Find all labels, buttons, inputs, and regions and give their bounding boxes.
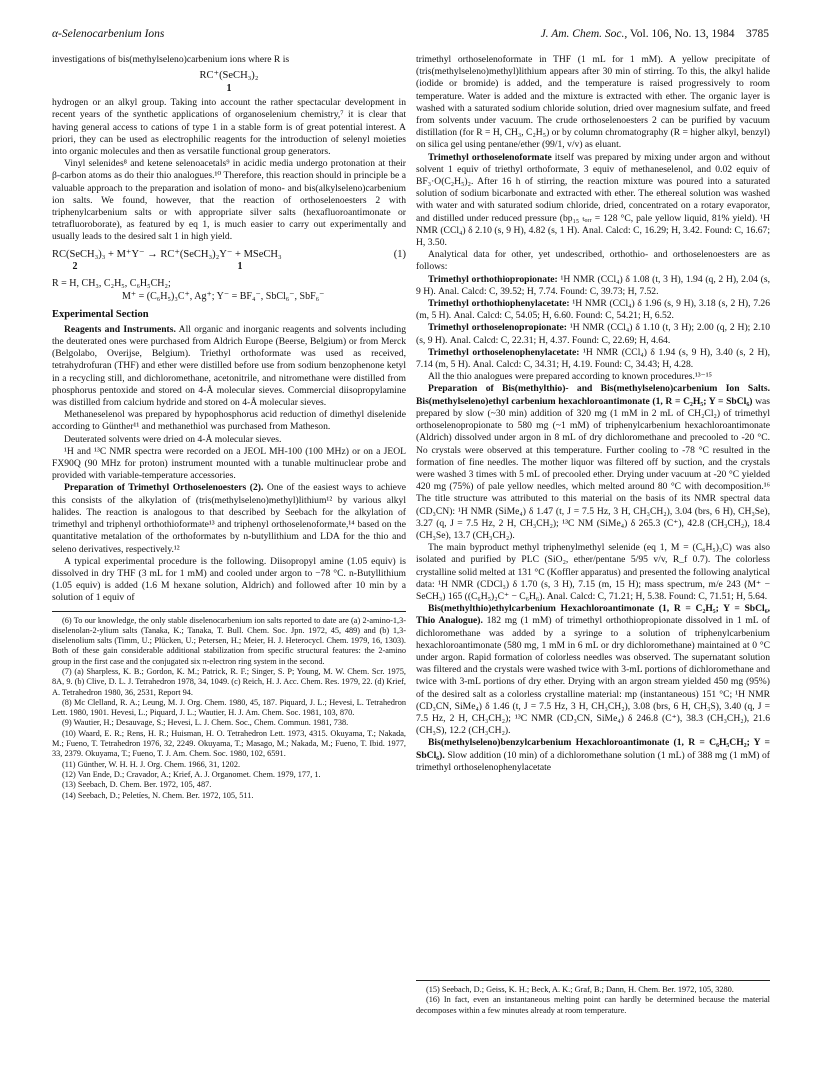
orthoselenoformate-heading: Trimethyl orthoselenoformate [428, 151, 552, 163]
paragraph-methaneselenol: Methaneselenol was prepared by hypophosphorus acid reduction of dimethyl diselenide according to Günther¹¹ and methanethiol was purchased from Matheson. [52, 409, 406, 433]
orthoselenophenylacetate-heading: Trimethyl orthoselenophenylacetate: [428, 346, 580, 358]
orthothiopropionate-text: ¹H NMR (CCl₄) δ 1.08 (t, 3 H), 1.94 (q, 2 H), 2.04 (s, 9 H). Anal. Calcd: C, 39.52; H, 7.74. Found: C, 39.73; H, 7.52. [416, 273, 770, 297]
footnote-11: (11) Günther, W. H. H. J. Org. Chem. 1966, 31, 1202. [62, 759, 241, 769]
paragraph-thio-analogue [416, 603, 770, 737]
paragraph-analytical: Analytical data for other, yet undescribed, orthothio- and orthoselenoesters are as follows: [416, 249, 770, 273]
paragraph-deuterated: Deuterated solvents were dried on 4-Å molecular sieves. [64, 433, 282, 445]
section-title-experimental: Experimental Section [52, 308, 149, 320]
equation-1-number: (1) [393, 248, 406, 260]
thio-analogue-heading: Bis(methylthio)ethylcarbenium Hexachloroantimonate (1, R = C₂H₅; Y = SbCl₆, Thio Analogue). [416, 603, 770, 627]
running-head [52, 28, 769, 44]
formula-1: RC⁺(SeCH₃)₂ [199, 70, 259, 82]
paragraph-thio-analogues: All the thio analogues were prepared according to known procedures.¹³⁻¹⁵ [428, 371, 712, 383]
orthothiopropionate-heading: Trimethyl orthothiopropionate: [428, 273, 558, 285]
page-number: 3785 [746, 28, 769, 40]
paragraph-continuation: trimethyl orthoselenoformate in THF (1 mL for 1 mM). A yellow precipitate of (tris(methylseleno)methyl)lithium appears after 30 min of stirring. To this, the alkyl halide (iodide or bromide) is added, and the temperature is raised progressively to room temperature. Water is added and the mixture is extracted with ether. The organic layer is washed with a saturated sodium chloride solution, dried over magnesium sulfate, and freed from solvents under vacuum. The crude orthoselenoesters 2 can be purified by vacuum distillation (for R = H, CH₃, C₂H₅) or by column chromatography (R = higher alkyl, benzyl) on silica gel using pentane/ether (99/1, v/v) as eluant. [416, 54, 770, 151]
equation-1-text: RC(SeCH₃)₃ + M⁺Y⁻ → RC⁺(SeCH₃)₂Y⁻ + MSeCH₃ [52, 248, 282, 260]
formula-1-block [52, 69, 406, 95]
volume-issue-year: Vol. 106, No. 13, 1984 [629, 28, 735, 40]
orthoselenophenylacetate-text: ¹H NMR (CCl₄) δ 1.94 (s, 9 H), 3.40 (s, 2 H), 7.14 (m, 5 H). Anal. Calcd: C, 34.31; H, 4.19. Found: C, 34.43; H, 4.28. [416, 346, 770, 371]
paragraph-intro-2: Vinyl selenides⁸ and ketene selenoacetals⁹ in acidic media undergo protonation at their β-carbon atoms as do their thio analogues.¹⁰ Therefore, this reaction should in principle be a valuable approach to the preparation and isolation of mono- and bis(alkylseleno)carbenium ion salts. We found, however, that the reaction of orthoselenoesters 2 with triphenylcarbenium salts or with appropriate silver salts (hexafluoroantimonate or tetrafluoroborate), as featured by eq 1, is much easier to carry out experimentally and usually leads to the desired salt 1 in high yield. [52, 158, 406, 243]
paragraph-orthothiophenylacetate [416, 298, 770, 322]
paragraph-orthoselenopropionate [416, 322, 770, 346]
running-head-citation [541, 28, 769, 40]
paragraph-intro-1: hydrogen or an alkyl group. Taking into account the rather spectacular development in recent years of the synthetic applications of organoselenium chemistry,⁷ it is clear that having general access to cations of type 1 in a stable form is of great potential interest. A priori, they can be used as electrophilic reagents for the introduction of selenyl moieties into organic molecules and then as versatile functional group generators. [52, 97, 406, 158]
footnote-13: (13) Seebach, D. Chem. Ber. 1972, 105, 487. [62, 780, 212, 790]
orthoselenoformate-text: itself was prepared by mixing under argon and without solvent 1 equiv of triethyl orthoformate, 3 equiv of methaneselenol, and 0.02 equiv of BF₃·O(C₂H₅)₂. After 16 h of stirring, the reaction mixture was poured into a saturated solution of sodium bicarbonate and extracted with ether. The ethereal solution was washed with water and with saturated sodium chloride, dried, concentrated on a rotary evaporator, and distilled under reduced pressure (bp₁₅ ₜₒᵣᵣ = 128 °C, pale yellow liquid, 81% yield). ¹H NMR (CCl₄) δ 2.10 (s, 9 H), 4.82 (s, 1 H). Anal. Calcd: C, 16.29; H, 3.42. Found: C, 16.67; H, 3.50. [416, 151, 770, 249]
benzylcarbenium-heading: Bis(methylseleno)benzylcarbenium Hexachloroantimonate (1, R = C₆H₅CH₂; Y = SbCl₆). [416, 737, 770, 761]
benzylcarbenium-text: Slow addition (10 min) of a dichloromethane solution (1 mL) of 388 mg (1 mM) of trimethyl orthoselenophenylacetate [416, 749, 770, 773]
definition-r: R = H, CH₃, C₂H₅, C₆H₅CH₂; [52, 277, 171, 289]
journal-name: J. Am. Chem. Soc., [540, 28, 628, 40]
equation-label-1: 1 [237, 260, 243, 272]
footnote-9: (9) Wautier, H.; Desauvage, S.; Hevesi, L. J. Chem. Soc., Chem. Commun. 1981, 738. [62, 718, 349, 728]
orthoselenopropionate-heading: Trimethyl orthoselenopropionate: [428, 322, 567, 334]
footnote-10: (10) Waard, E. R.; Rens, H. R.; Huisman, H. O. Tetrahedron Lett. 1973, 4315. Okuyama, T.; Nakada, M.; Fueno, T. Tetrahedron 1976, 32, 2249. Okuyama, T.; Masago, M.; Nakada, M.; Fueno, T. Ibid. 1977, 33, 2379. Okuyama, T.; Fueno, T. J. Am. Chem. Soc. 1980, 102, 6591. [52, 728, 406, 759]
equation-label-2: 2 [72, 260, 78, 272]
left-column [52, 54, 406, 801]
thio-analogue-text: 182 mg (1 mM) of trimethyl orthothiopropionate dissolved in 1 mL of dichloromethane was added by a syringe to a solution of triphenylcarbenium hexachloroantimonate (580 mg, 1 mM in 6 mL or dry dichloromethane) maintained at 0 °C under argon. Rapid formation of colorless needles was observed. The supernatant solution was filtered and the crystals were washed twice with 3-mL portions of dichloromethane and twice with 3-mL portions of dry ether. Drying with an argon stream yielded 450 mg (95%) of the desired salt as a colorless crystalline material: mp (instantaneous) 151 °C; ¹H NMR (CD₃CN, SiMe₄) δ 1.46 (t, J = 7.5 Hz, 3 H, CH₃CH₂), 3.08 (brs, 6 H, CH₃S), 3.40 (q, J = 7.5 Hz, 2 H, CH₃CH₂); ¹³C NMR (CD₃CN, SiMe₄) δ 246.8 (C⁺), 38.3 (CH₃CH₂), 21.6 (CH₃S), 12.2 (CH₃CH₂). [416, 615, 771, 737]
orthothiophenylacetate-heading: Trimethyl orthothiophenylacetate: [428, 298, 570, 310]
salts-heading: Preparation of Bis(methylthio)- and Bis(methylseleno)carbenium Ion Salts. Bis(methylseleno)ethyl carbenium hexachloroantimonate (1, R = C₂H₅; Y = SbCl₆) [416, 383, 770, 407]
reagents-text: All organic and inorganic reagents and solvents including the deuterated ones were purchased from Aldrich Europe (Beerse, Belgium) or from Merck (Belgolabo, Overijse, Belgium). Triethyl orthoformate was used as received, tetrahydrofuran (THF) and ether were distilled before use from sodium benzophenone ketyl in a recycling still, and dichloromethane, acetonitrile, and nitromethane were distilled from phosphorus pentoxide and stored on 4-Å molecular sieves. Commercial diisopropylamine was distilled from calcium hydride and stored on 4-Å molecular sieves. [52, 323, 406, 409]
paragraph-byproduct: The main byproduct methyl triphenylmethyl selenide (eq 1, M = (C₆H₅)₃C) was also isolated and purified by PLC (SiO₂, ether/pentane 5/95 v/v, R_f 0.7). The colorless crystalline solid melted at 131 °C (Koffler apparatus) and presented the following analytical data: ¹H NMR (CDCl₃) δ 1.70 (s, 3 H), 7.15 (m, 15 H); mass spectrum, m/e 243 (M⁺ − SeCH₃) 165 ((C₆H₅)₂C⁺ − C₆H₆). Anal. Calcd: C, 71.21; H, 5.38. Found: C, 71.51; H, 5.64. [416, 542, 770, 602]
salts-text: was prepared by slow (~30 min) addition of 320 mg (1 mM in 2 mL of CH₂Cl₂) of trimethyl orthoselenopropionate to 580 mg (~1 mM) of triphenylcarbenium hexachloroantimonate (Aldrich) dissolved under argon in 8 mL of dry dichloromethane and precooled to -20 °C. No crystals were observed at this temperature. Further cooling to -78 °C resulted in the formation of fine needles. The mother liquor was filtered off by suction, and the crystals were washed 3 times with 5 mL of precooled ether. Drying under vacuum at -20 °C yielded 420 mg (75%) of pale yellow needles, which melted around 80 °C with decomposition.¹⁶ The title structure was attributed to this material on the basis of its NMR spectral data (CD₃CN): ¹H NMR (SiMe₄) δ 1.47 (t, J = 7.5 Hz, 3 H, CH₃CH₂), 3.04 (brs, 6 H), CH₃Se), 3.27 (q, J = 7.5 Hz, 2 H, CH₃CH₂); ¹³C NM (SiMe₄) δ 265.3 (C⁺), 42.8 (CH₃CH₂), 18.4 (CH₃Se), 13.7 (CH₃CH₂). [416, 395, 770, 541]
paragraph-typical-procedure: A typical experimental procedure is the following. Diisopropyl amine (1.05 equiv) is dissolved in dry THF (3 mL for 1 mM) and cooled under argon to −78 °C. n-Butyllithium (1.05 equiv) is added (1.6 M hexane solution, Aldrich) and followed after 10 min by a solution of 1 equiv of [52, 555, 406, 604]
paragraph-orthoselenoformate [416, 152, 770, 250]
footnote-6: (6) To our knowledge, the only stable diselenocarbenium ion salts reported to date are (a) 2-amino-1,3-diselenolan-2-ylium salts (Tanaka, K.; Tanaka, T. Bull. Chem. Soc. Jpn. 1972, 45, 489) and (b) 1,3-diselenolium salts (Timm, U.; Plücken, U.; Petersen, H.; Meier, H. J. Heterocycl. Chem. 1979, 16, 1303). Both of these gain considerable additional stabilization from specific structural features: the 2-amino group in the first case and the conjugated six π-electron ring system in the second. [52, 615, 406, 666]
paragraph-preparation [52, 482, 406, 555]
paragraph-nmr: ¹H and ¹³C NMR spectra were recorded on a JEOL MH-100 (100 MHz) or on a JEOL FX90Q (90 MHz for proton) instrument mounted with a tunable multinuclear probe and provided with variable-temperature accessories. [52, 445, 406, 482]
footnote-rule-left [52, 611, 406, 612]
paragraph-benzylcarbenium [416, 737, 770, 774]
running-head-title: α-Selenocarbenium Ions [52, 28, 165, 40]
footnote-14: (14) Seebach, D.; Peletíes, N. Chem. Ber. 1972, 105, 511. [62, 790, 254, 800]
preparation-text: One of the easiest ways to achieve this consists of the alkylation of (tris(methylseleno)methyl)lithium¹² by various alkyl halides. The reaction is analogous to that described by Seebach for the alkylation of trimethyl and triphenyl orthothioformate¹³ and triphenyl orthoselenoformate,¹⁴ based on the quantitative metalation of the orthoformates by n-butyllithium and LDA for the thio and seleno derivatives, respectively.¹² [52, 482, 407, 555]
footnote-8: (8) Mc Clelland, R. A.; Leung, M. J. Org. Chem. 1980, 45, 187. Piquard, J. L.; Hevesi, L. Tetrahedron Lett. 1980, 1901. Hevesi, L.; Piquard, J. L.; Wautier, H. J. Am. Chem. Soc. 1981, 103, 870. [52, 697, 406, 718]
orthoselenopropionate-text: ¹H NMR (CCl₄) δ 1.10 (t, 3 H); 2.00 (q, 2 H); 2.10 (s, 9 H). Anal. Calcd: C, 22.31; H, 4.37. Found: C, 22.69; H, 4.64. [416, 322, 770, 346]
intro-line: investigations of bis(methylseleno)carbenium ions where R is [52, 54, 290, 65]
equation-1 [52, 248, 406, 261]
footnote-12: (12) Van Ende, D.; Cravador, A.; Krief, A. J. Organomet. Chem. 1979, 177, 1. [62, 769, 321, 779]
footnote-7: (7) (a) Sharpless, K. B.; Gordon, K. M.; Patrick, R. F.; Singer, S. P; Young, M. W. Chem. Scr. 1975, 8A, 9. (b) Clive, D. L. J. Tetrahedron 1978, 34, 1049. (c) Reich, H. J. Acc. Chem. Res. 1979, 22. (d) Krief, A. Tetrahedron 1980, 36, 2531, Report 94. [52, 667, 406, 697]
footnotes-right [416, 985, 770, 1016]
preparation-heading: Preparation of Trimethyl Orthoselenoesters (2). [64, 482, 264, 494]
footnotes-left [52, 616, 406, 801]
footnotes-right-block [416, 974, 770, 1016]
footnote-15: (15) Seebach, D.; Geiss, K. H.; Beck, A. K.; Graf, B.; Dann, H. Chem. Ber. 1972, 105, 3280. [426, 985, 734, 994]
right-column [416, 54, 770, 774]
definition-m-y: M⁺ = (C₆H₅)₃C⁺, Ag⁺; Y⁻ = BF₄⁻, SbCl₆⁻, SbF₆⁻ [122, 290, 325, 302]
equation-definitions [52, 277, 406, 303]
footnote-rule-right [416, 980, 770, 981]
paragraph-reagents [52, 324, 406, 409]
footnote-16: (16) In fact, even an instantaneous melting point can hardly be determined because the material decomposes within a few minutes already at room temperature. [416, 995, 770, 1015]
orthothiophenylacetate-text: ¹H NMR (CCl₄) δ 1.96 (s, 9 H), 3.18 (s, 2 H), 7.26 (m, 5 H). Anal. Calcd: C, 54.05; H, 6.60. Found: C, 54.21; H, 6.52. [416, 298, 771, 322]
paragraph-orthoselenophenylacetate [416, 347, 770, 371]
reagents-heading: Reagents and Instruments. [64, 323, 176, 335]
paragraph-orthothiopropionate [416, 274, 770, 298]
formula-1-number: 1 [226, 83, 232, 95]
paragraph-salts [416, 383, 770, 542]
equation-1-labels [52, 261, 406, 272]
